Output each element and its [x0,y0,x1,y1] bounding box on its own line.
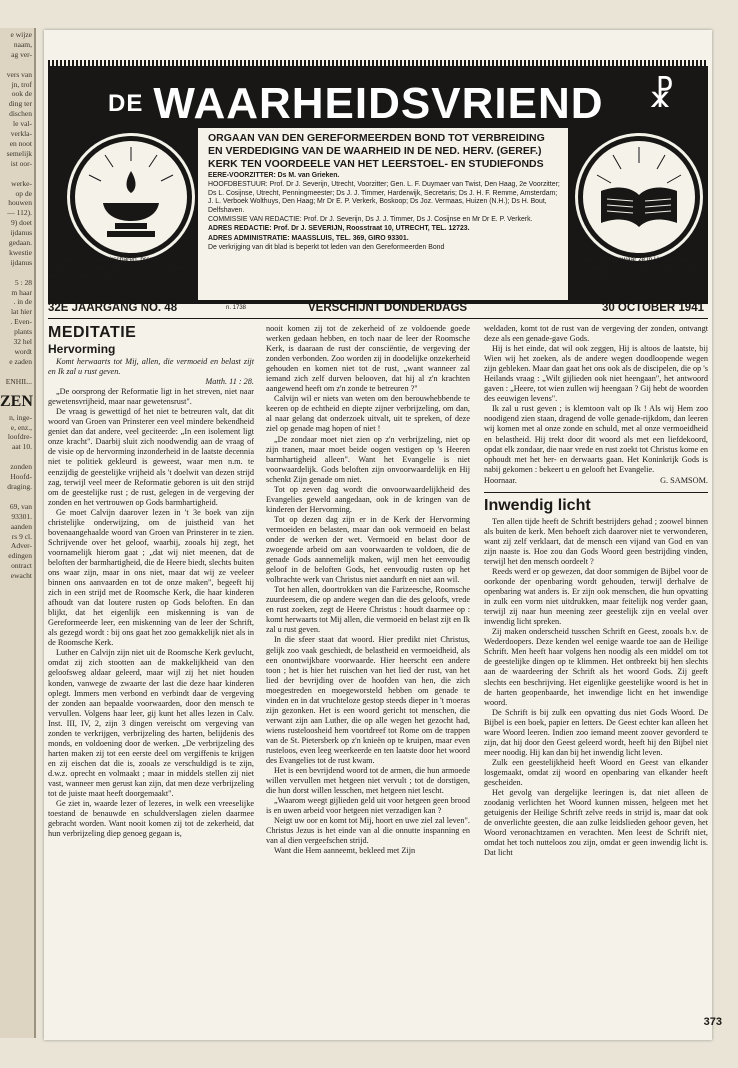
newspaper-title [108,80,604,128]
scripture-quote: Komt herwaarts tot Mij, allen, die vermoeid en belast zijt en Ik zal u rust geven. [48,357,254,377]
previous-page-line: ijdanus [10,257,32,267]
previous-page-line: rs 9 cl. [11,531,32,541]
eere-voorzitter: EERE-VOORZITTER: Ds M. van Grieken. [208,172,340,179]
paragraph: De vraag is gewettigd of het niet te betreuren valt, dat dit woord van Groen van Prinsterer een veel mindere bekendheid geniet dan dat andere, veel geciteerde: „In een isolement ligt onze kracht". Daarbij sluit zich noodwendig aan de vraag of de visie op de hervorming inzonderheid in de laatste decennia niet te politiek gekleurd is geweest, waar men n.m. te eenzijdig de geestelijke vrijheid als 't doelwit van dezen strijd zag, terwijl veel meer de Reformatie geboren is uit den strijd om de geestelijke rust ; de rust, gelegen in de vergeving der zonden en het vertrouwen op Gods barmhartigheid. [48,407,254,507]
previous-page-line: — 112). [7,208,32,218]
bible-medallion [578,136,700,258]
paragraph: Zulk een geestelijkheid heeft Woord en Geest van elkander losgemaakt, omdat zij woord en openbaring van elkander heeft gescheiden. [484,757,708,787]
chi-rho-icon: ☧ [648,78,675,115]
previous-page-line: 32 hel [13,337,32,347]
title-text: WAARHEIDSVRIEND [153,79,604,128]
commissie-van-redactie: COMMISSIE VAN REDACTIE: Prof. Dr J. Severijn, Ds J. J. Timmer, Ds J. Cosijnse en Mr Dr E. P. Verkerk. [208,216,533,224]
paragraph: Het is een bevrijdend woord tot de armen, die hun armoede willen vervullen met hetgeen niet vervult ; tot de dorstigen, die hun dorst willen lesschen, met hetgeen niet lescht. [266,766,470,796]
previous-page-edge [0,28,36,1038]
paragraph: Reeds werd er op gewezen, dat door sommigen de Bijbel voor de oorkonde der openbaring wordt gehouden, terwijl derhalve de openbaring wat anders is. Er zijn ook menschen, die hun opvatting in zulk een vorm niet uitdrukken, maar feitelijk nog verder gaan, terwijl zij naar hun meening zeer geestelijk zijn en veelal over inwendig licht spreken. [484,566,708,627]
previous-page-line: zonden [10,462,32,472]
previous-page-line: 5 : 28 [14,277,32,287]
paragraph: Want die Hem aanneemt, bekleed met Zijn [274,846,416,856]
paragraph: „De oorsprong der Reformatie ligt in het streven, niet naar gewetensvrijheid, maar naar gewetensrust". [48,387,254,407]
previous-page-line: ewacht [10,571,32,581]
paragraph: Tot hen allen, doortrokken van die Farizeesche, Roomsche zuurdeesem, die op andere wegen dan die des geloofs, vrede en rust zoeken, zegt de Heere Christus : houdt daarmee op : komt herwaarts tot Mij allen, die vermoeid en belast zijt en Ik zal u rust geven. [266,585,470,635]
previous-page-line: loofdre- [7,432,32,442]
previous-page-line: plants [14,327,32,337]
previous-page-line: verkla- [10,129,32,139]
issue-date: 30 OCTOBER 1941 [601,302,704,314]
motto-johannes: Heilige Vader! bewaar ze in Uwen Naam, die Gij mij gegeven hebt, opdat zij één zijn gelijk als wij. Johannes 17 : 11 b [572,256,703,279]
paragraph: weldaden, komt tot de rust van de vergeving der zonden, ontvangt deze als een genade-gave Gods. [484,324,708,344]
previous-page-line: gedaan. [8,238,32,248]
previous-page-line: werke- [11,178,32,188]
previous-page-line: e, enz., [10,422,32,432]
paragraph: Hij is het einde, dat wil ook zeggen, Hij is altoos de laatste, bij Wien wij het zoeken, als de andere wegen doodloopende wegen zijn gebleken. Maar dan gaat het ons ook als de discipelen, die op 's Heilands vraag : „Wilt gijlieden ook niet heengaan", het antwoord gaven : „Heere, tot wien zullen wij heengaan ? Gij hebt de woorden des eeuwigen levens". [484,344,708,404]
previous-page-line: m haar [11,287,32,297]
article-subheading: Hervorming [48,342,116,356]
masthead-info-box [198,128,568,300]
paragraph: Tot op zeven dag wordt die onvoorwaardelijkheid des Evangelies geweld aangedaan, ook in de kringen van de kinderen der Hervorming. [266,484,470,514]
previous-page-line: Hoofd- [10,472,32,482]
previous-page-lower-text [0,411,34,581]
previous-page-line: ENHIL.. [5,376,32,386]
publication-frequency: VERSCHIJNT DONDERDAGS [308,302,468,314]
previous-page-line: ook de [11,89,32,99]
paragraph: De Schrift is bij zulk een opvatting dus niet Gods Woord. De Bijbel is een boek, papier en letters. De Geest echter kan alleen het ware Woord leeren. Indien zoo iemand meent zoover gevorderd te zijn, dat hij door den Geest geleerd wordt, heeft hij den Bijbel niet meer noodig. Hij kan dan bij het inwendig licht leven. [484,707,708,757]
paragraph: Zij maken onderscheid tusschen Schrift en Geest, zooals b.v. de Wederdoopers. Deze kenden wel eenige waarde toe aan de Heilige Schrift. Men heeft haar volgens hen noodig als een middel om tot de geestelijke dingen op te klimmen. Het ontbreekt bij hen slechts aan de waardeering der Schrift als het woord Gods. Zij geeft slechts een beschrijving. Het eigenlijke geestelijke woord is het in de harten geopenbaarde, het inwendige licht en het inwendige woord. [484,627,708,707]
column-1 [48,324,254,839]
adres-redactie: ADRES REDACTIE: Prof. Dr J. SEVERIJN, Roosstraat 10, UTRECHT, TEL. 12723. [208,225,470,233]
org-line: ORGAAN VAN DEN GEREFORMEERDEN BOND TOT VERBREIDING [208,132,545,144]
previous-page-line: 9) doet [10,218,32,228]
paragraph: Ge ziet in, waarde lezer of lezeres, in welk een vreeselijke toestand de benauwde en schuldverslagen zielen daarmee gebracht worden. Want nooit komen zij tot de zekerheid, dat hun verbrijzeling diep genoeg gegaan is, [48,799,254,839]
paragraph: nooit komen zij tot de zekerheid of ze voldoende goede werken gedaan hebben, en toch naar de leer der Roomsche Kerk, is daaraan de rust der consciëntie, de vergeving der zonden verbonden. Zoo worden zij in doodelijke onzekerheid gehouden en komen niet tot de rust, „want wanneer zal iemand zich zelf durven belooven, dat hij al z'n krachten aangewend heeft om z'n zonde te betreuren ?" [266,324,470,394]
organization-statement [198,128,568,171]
previous-page-line: . Even- [10,317,32,327]
previous-page-line: draging. [7,481,32,491]
paragraph: „De zondaar moet niet zien op z'n verbrijzeling, niet op zijn tranen, maar moet beide oogen vestigen op 's Heeren barmhartigheid alleen". Want het Evangelie is niet voorwaardelijk. Gods beloften zijn onvoorwaardelijk en Hij schenkt Zijn genade om niet. [266,434,470,484]
previous-page-line: edingen [8,551,32,561]
paragraph: Het gevolg van dergelijke leeringen is, dat niet alleen de zoodanig verlichten het Woord kunnen missen, helgeen met het getuigenis der Heilige Schrift zelve reeds in strijd is, maar dat ook de onverlichte geesten, die aan zulke leidslieden gehoor geven, het Woord veronachtzamen en verachten. Men leest de Schrift niet, omdat het toch nutteloos zou zijn, omdat er geen inwendig licht is. Dat licht [484,788,708,858]
previous-page-line: ist oor- [10,158,32,168]
previous-page-line: semelijk [6,148,32,158]
paragraph: Tot op dezen dag zijn er in de Kerk der Hervorming vermoeiden en belasten, maar dan ook vermoeid en belast onder de werken der wet. Vermoeid en belast door de zwoegende arbeid om aan voorwaarden te voldoen, die de genade Gods aannemelijk maken, wijl men het eenvoudig geloof in de beloften Gods, het eenvoudig rusten op het volbrachte werk van Christus niet aandurft en niet aan wil. [266,514,470,585]
scripture-reference: Matth. 11 : 28. [205,377,254,387]
previous-page-line [0,60,32,70]
oil-lamp-icon [75,141,187,253]
column-2 [266,324,470,856]
paragraph: Ge moet Calvijn daarover lezen in 't 3e boek van zijn christelijke onderwijzing, om de juistheid van het bovenaangehaalde woord van Groen van Prinsterer in te zien. Schrijvende over het geloof, waarbij, zooals hij zegt, het voornamelijk hierom gaat ; „dat wij niet meenen, dat de beloften der barmhartigheid, die de Heere biedt, slechts buiten ons waar zijn, maar in ons niet, maar dat wij ze veeleer binnen ons aanvaarden en tot de onze maken", begeeft hij zich in een strijd met de Roomsche Kerk, die haar kinderen afhoudt van dat loutere rusten op Gods beloften. En dan blijkt, dat het eigenlijk een miskenning is van de Gereformeerde leer, een miskenning van de leer der Schrift, als gezegd wordt : bij ons gaat het zoo gemakkelijk niet als in de Roomsche Kerk. [48,507,254,648]
paragraph: Ik zal u rust geven ; is klemtoon valt op Ik ! Als wij Hem zoo noodigend zien staan, dragend de volle genade-rijkdom, dan leeren wij komen met al onze zonde en schuld, met al onze vermoeidheid en belastheid. Hij trekt door dit woord als met een liefdekoord, opdat elk zondaar, die naar vrede en rust zoekt tot Christus kome en ophoudt met het her- en derwaarts gaan. Het Koninkrijk Gods is nabij gekomen : bekeert u en gelooft het Evangelie. [484,404,708,474]
previous-page-line: vers van [6,69,32,79]
adres-administratie: ADRES ADMINISTRATIE: MAASSLUIS, TEL. 369, GIRO 93301. [208,234,409,242]
previous-page-heading: ZEN [0,392,33,410]
verkrijging-note: De verkrijging van dit blad is beperkt tot leden van den Gereformeerden Bond [208,244,445,252]
lamp-medallion [70,136,192,258]
open-book-icon [583,141,695,253]
previous-page-line: . in de [13,297,32,307]
previous-page-line: jn, trof [11,79,32,89]
previous-page-line: wordt [14,347,32,356]
previous-page-line [0,169,32,179]
previous-page-line: en noot [9,138,32,148]
previous-page-line: e wijze [10,30,32,39]
issue-bar [48,298,708,319]
org-line: KERK TEN VOORDEELE VAN HET LEERSTOEL- EN STUDIEFONDS [208,158,544,170]
previous-page-line: e zaden [9,356,32,366]
previous-page-line: lat hier [10,307,32,317]
previous-page-line [0,268,32,278]
signature-place: Hoornaar. [484,475,517,485]
previous-page-line: n, inge- [9,412,32,422]
motto-psalm: O Heere, God der heirscharen, breng ons weder; doet Uw aanschijn lichten, zoo zullen wij verlost worden. Psalm 80 : 20 [48,256,188,279]
previous-page-line: op de [15,188,32,198]
column-3 [484,324,708,858]
paragraph: „Waarom weegt gijlieden geld uit voor hetgeen geen brood is en uwen arbeid voor hetgeen niet verzadigen kan ? [266,796,470,816]
previous-page-line: kwestie [9,247,32,257]
previous-page-line [0,452,32,462]
previous-page-line: Adver- [10,541,32,551]
previous-page-line: dischen [9,109,32,119]
previous-page-line: houwen [8,198,32,208]
previous-page-line: ag ver- [11,49,32,59]
paragraph: In die sfeer staat dat woord. Hier predikt niet Christus, gelijk zoo vaak geschiedt, de belastheid en vermoeidheid, als een onontwijkbare voorwaarde. Hier heerscht een andere toon ; het is hier het ruischen van het lied der rust, van het lied der bevrijding over de hoofden van hen, die zich moegestreden en moegeworsteld hebben om genade te vinden en in dat vruchteloze gestop steeds dieper in 't moeras zijn gezonken. Het is een woord gericht tot menschen, die verwant zijn aan Luther, die op alle wegen het gezocht had, wiens rusteloosheid hem voortdreef tot Rome om de trappen van de St. Pietersberk op z'n knieën op te kruipen, maar even rusteloos, even leeg weerkeerde en ten laatste door het woord des Evangelies tot de rust kwam. [266,635,470,766]
previous-page-line [0,367,32,377]
paragraph: Neigt uw oor en komt tot Mij, hoort en uwe ziel zal leven". Christus Jezus is het einde van al die onnutte inspanning en van al dien vergeefschen strijd. [266,816,470,846]
previous-page-line: ontract [11,561,32,571]
previous-page-line: aat 10. [12,442,32,452]
paragraph: Calvijn wil er niets van weten om den berouwhebbende te keeren op de echtheid en diepte zijner verbrijzeling, om dan, al naar gelang dat onderzoek uitvalt, uit te spreken, of deze ziel op genade mag hopen of niet ! [266,394,470,434]
paragraph: Ten allen tijde heeft de Schrift bestrijders gehad ; zoowel binnen als buiten de kerk. Men behoeft zich daarover niet te verwonderen, want zij zelf verklaart, dat de mensch een vijand van God en van zijn naaste is. Hoe zou dan Gods Woord geen bestrijding vinden, terwijl het den mensch oordeelt ? [484,516,708,566]
title-prefix: DE [108,90,144,117]
previous-page-line: 69, van [9,501,32,511]
hoofdbestuur: HOOFDBESTUUR: Prof. Dr J. Severijn, Utrecht, Voorzitter; Gen. L. F. Duymaer van Twist, Den Haag, 2e Voorzitter; Ds L. Cosijnse, Utrecht, Penningmeester; Ds J. J. Timmer, Harderwijk, Secretaris; Ds J. H. F. Remme, Amsterdam; J. L. Verboek Wolthuys, Den Haag; Mr Dr E. P. Verkerk, Boskoop; Ds Joz. Vermaas, Huizen (N.H.); Ds H. Bout, Delfshaven. [208,181,560,214]
previous-page-line: aanden [10,521,32,531]
previous-page-line: naam, [13,39,32,49]
paragraph: Luther en Calvijn zijn niet uit de Roomsche Kerk gevlucht, omdat zij zich stootten aan de makkelijkheid van den geloofsweg aldaar geleerd, maar wijl zij het niet houden konden, vanwege de zwaarte der last die deze haar kinderen oplegt. Immers men verbond en verbindt daar de vergeving der zonden aan bepaalde voorwaarden, door den mensch te vervullen. Volgens haar leer, gij kunt het alles lezen in Calv. Inst. III, IV, 2, zijn 3 dingen vereischt om vergeving van zonden te verkrijgen, verbrijzeling des harten, belijdenis des monds, en voldoening door de werken. „De verbrijzeling des harten maken zij tot een eerste deel om vergiffenis te krijgen en zij eischen dat die is, zooals ze verschuldigd is te zijn, d.w.z. oprecht en volmaakt ; maar in middels stellen zij niet vast, wanneer men gerust kan zijn, dat men deze verbrijzeling tot de juiste maat heeft doorgemaakt". [48,648,254,799]
previous-page-line: 93301. [11,511,32,521]
previous-page-line: ijdanus [10,228,32,238]
issue-serial: n. 1738 [226,305,247,311]
newspaper-page [44,30,712,1040]
signature-name: G. SAMSOM. [660,475,708,485]
previous-page-text [0,28,34,387]
previous-page-line [0,492,32,502]
page-number: 373 [703,1016,722,1028]
article2-heading: Inwendig licht [484,492,708,515]
previous-page-line: le val- [13,119,32,129]
article-heading: MEDITATIE [48,324,137,341]
volume-number: 32E JAARGANG NO. 48 [48,302,178,314]
article-signature [484,476,708,486]
previous-page-line: ding ter [8,99,32,109]
org-line: EN VERDEDIGING VAN DE WAARHEID IN DE NED. HERV. (GEREF.) [208,145,542,157]
